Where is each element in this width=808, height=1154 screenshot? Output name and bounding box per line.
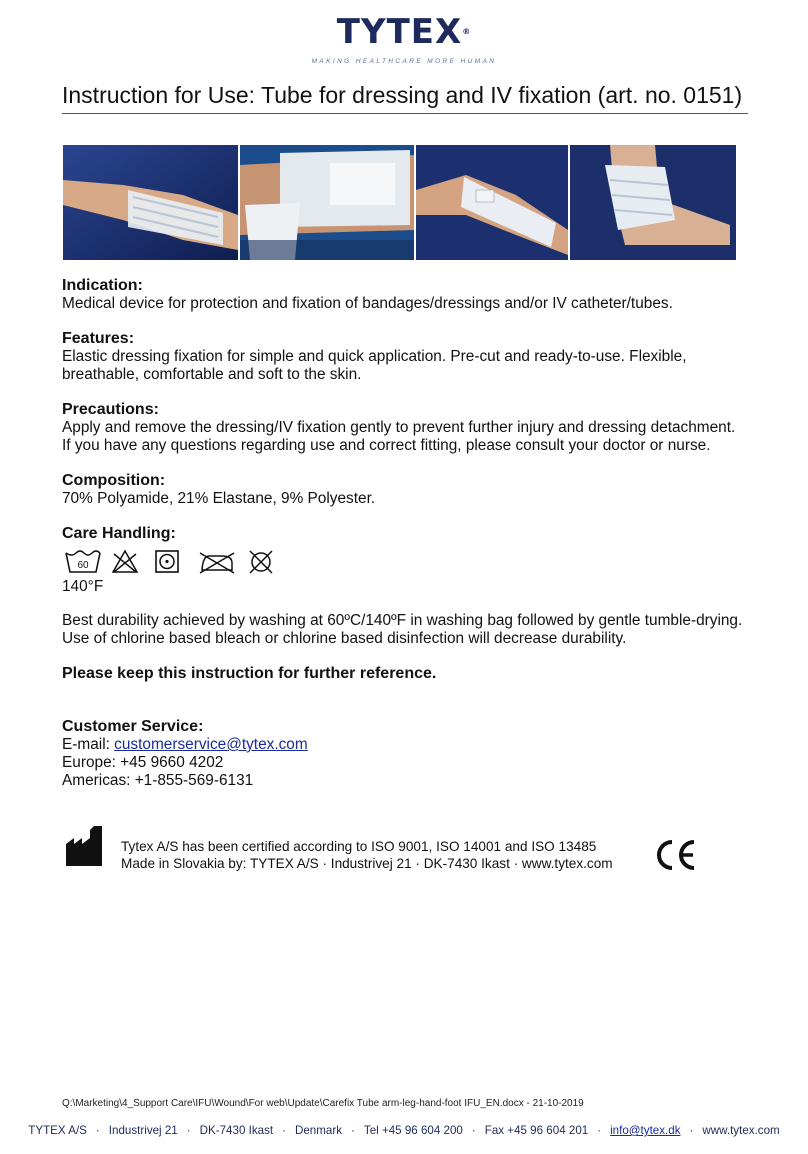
- svg-text:CE: CE: [652, 838, 654, 839]
- arm-dressing-photo: [63, 145, 238, 260]
- footer-email-link[interactable]: info@tytex.dk: [610, 1124, 681, 1137]
- footer-city: DK-7430 Ikast: [199, 1124, 274, 1137]
- brand-tagline: MAKING HEALTHCARE MORE HUMAN: [311, 58, 497, 65]
- footer-separator: ·: [95, 1124, 100, 1137]
- europe-phone: Europe: +45 9660 4202: [62, 754, 224, 771]
- features-line: Elastic dressing fixation for simple and quick application. Pre-cut and ready-to-use. Flexible,: [62, 348, 687, 365]
- customer-service-email-link[interactable]: customerservice@tytex.com: [114, 736, 308, 753]
- foot-dressing-photo: [570, 145, 736, 260]
- footer-separator: ·: [351, 1124, 355, 1137]
- composition-text: 70% Polyamide, 21% Elastane, 9% Polyester.: [62, 490, 376, 507]
- title-divider: [62, 113, 748, 114]
- certification-text: [121, 838, 613, 872]
- footer-separator: ·: [471, 1124, 476, 1137]
- no-iron-icon: [200, 553, 234, 573]
- precautions-heading: Precautions:: [62, 401, 159, 418]
- precautions-line: If you have any questions regarding use and correct fitting, please consult your doctor or nurse.: [62, 437, 711, 454]
- footer-separator: ·: [597, 1124, 602, 1137]
- footer-street: Industrivej 21: [108, 1124, 178, 1137]
- features-line: breathable, comfortable and soft to the skin.: [62, 366, 362, 383]
- footer-separator: ·: [689, 1124, 694, 1137]
- brand-name: TYTEX: [336, 12, 463, 52]
- hand-iv-fixation-photo: [416, 145, 568, 260]
- registered-mark: ®: [462, 27, 472, 36]
- footer-fax: Fax +45 96 604 201: [484, 1124, 589, 1137]
- document-file-path: Q:\Marketing\4_Support Care\IFU\Wound\For web\Update\Carefix Tube arm-leg-hand-foot IFU_EN.docx - 21-10-2019: [62, 1098, 584, 1109]
- customer-service-heading: Customer Service:: [62, 718, 204, 735]
- composition-heading: Composition:: [62, 472, 166, 489]
- americas-phone: Americas: +1-855-569-6131: [62, 772, 254, 789]
- manufacturer-icon: [66, 826, 102, 871]
- brand-wordmark: [337, 14, 471, 50]
- tytex-logo: [0, 14, 808, 65]
- precautions-line: Apply and remove the dressing/IV fixation gently to prevent further injury and dressing detachment.: [62, 419, 736, 436]
- keep-instruction-note: Please keep this instruction for further reference.: [62, 665, 437, 682]
- footer-company: TYTEX A/S: [28, 1124, 87, 1137]
- indication-text: Medical device for protection and fixation of bandages/dressings and/or IV catheter/tubes.: [62, 295, 673, 312]
- svg-text:60: 60: [77, 560, 89, 571]
- footer-separator: ·: [282, 1124, 286, 1137]
- care-line: Use of chlorine based bleach or chlorine based disinfection will decrease durability.: [62, 630, 627, 647]
- wash-60-icon: [66, 551, 100, 572]
- email-line: [62, 736, 308, 754]
- features-text: [62, 348, 686, 384]
- manufacturer-line: Made in Slovakia by: TYTEX A/S · Industrivej 21 · DK-7430 Ikast · www.tytex.com: [121, 856, 613, 871]
- care-text: [62, 612, 742, 648]
- ce-mark-icon: [652, 838, 698, 877]
- no-dry-clean-icon: [250, 551, 272, 573]
- email-label: E-mail:: [62, 736, 115, 753]
- care-symbols: [62, 548, 282, 576]
- page-title: Instruction for Use: Tube for dressing and IV fixation (art. no. 0151): [62, 82, 743, 108]
- footer-telephone: Tel +45 96 604 200: [363, 1124, 463, 1137]
- no-bleach-icon: [113, 551, 137, 572]
- care-temp-fahrenheit: 140°F: [62, 578, 104, 595]
- care-line: Best durability achieved by washing at 60ºC/140ºF in washing bag followed by gentle tumble-drying.: [62, 612, 743, 629]
- precautions-text: [62, 419, 735, 455]
- knee-dressing-photo: [240, 145, 414, 260]
- footer-country: Denmark: [294, 1124, 343, 1137]
- footer-website[interactable]: www.tytex.com: [702, 1124, 780, 1137]
- care-heading: Care Handling:: [62, 525, 176, 542]
- footer-contact: [0, 1124, 808, 1137]
- certification-line: Tytex A/S has been certified according to ISO 9001, ISO 14001 and ISO 13485: [121, 839, 597, 854]
- indication-heading: Indication:: [62, 277, 143, 294]
- customer-service-contact: [62, 736, 308, 790]
- features-heading: Features:: [62, 330, 135, 347]
- footer-separator: ·: [186, 1124, 191, 1137]
- tumble-dry-icon: [156, 551, 178, 572]
